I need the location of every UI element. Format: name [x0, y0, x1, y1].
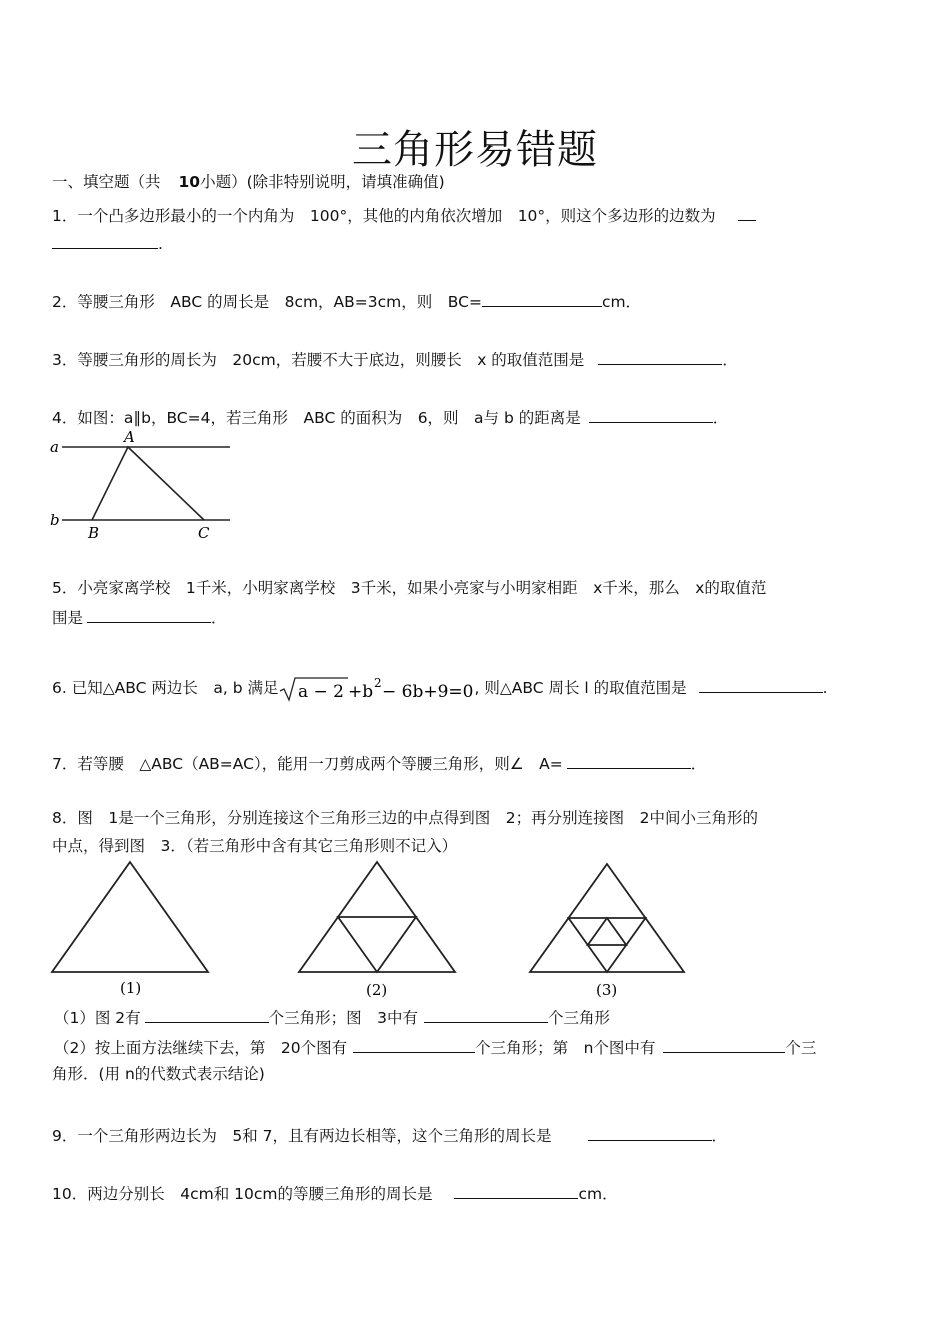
figure-3-label: (3) [596, 981, 618, 999]
page-title: 三角形易错题 [352, 127, 598, 173]
figure-1-triangle [52, 862, 208, 972]
question-3: 3．等腰三角形的周长为 20cm，若腰不大于底边，则腰长 x 的取值范围是 ． [52, 348, 738, 370]
answer-blank-4[interactable] [589, 406, 713, 423]
question-9: 9．一个三角形两边长为 5和 7，且有两边长相等，这个三角形的周长是 ． [52, 1124, 727, 1146]
svg-text:− 6b+9=0: − 6b+9=0 [382, 681, 474, 702]
answer-blank-6[interactable] [699, 676, 823, 693]
question-7: 7．若等腰 △ABC（AB=AC），能用一刀剪成两个等腰三角形，则∠ A= ． [52, 752, 706, 774]
question-8-sub-2-line-2: 角形．(用 n的代数式表示结论) [52, 1065, 265, 1083]
question-8-line-2: 中点，得到图 3．（若三角形中含有其它三角形则不记入） [52, 837, 458, 855]
midpoint-triangles-figure [40, 856, 700, 1002]
question-5-line-2: 围是 ． [52, 606, 227, 628]
answer-blank-8d[interactable] [663, 1036, 785, 1053]
svg-text:+b: +b [348, 681, 374, 702]
answer-blank-1b[interactable] [52, 232, 158, 249]
parallel-lines-triangle-figure [48, 428, 238, 544]
answer-blank-7[interactable] [567, 752, 691, 769]
answer-blank-5[interactable] [87, 606, 211, 623]
condition-formula [278, 675, 474, 703]
question-8-sub-2: （2）按上面方法继续下去，第 20个图有 个三角形；第 n个图中有 个三 [54, 1036, 816, 1058]
label-C: C [198, 524, 210, 542]
question-5-line-1: 5．小亮家离学校 1千米，小明家离学校 3千米，如果小亮家与小明家相距 x千米，那么 x的取值范 [52, 579, 767, 597]
question-8-line-1: 8．图 1是一个三角形，分别连接这个三角形三边的中点得到图 2；再分别连接图 2中间小三角形的 [52, 809, 758, 827]
question-8-sub-1: （1）图 2有 个三角形；图 3中有 个三角形 [54, 1006, 610, 1028]
label-A: A [124, 428, 135, 446]
question-10: 10．两边分别长 4cm和 10cm的等腰三角形的周长是 cm． [52, 1182, 618, 1204]
figure-1-label: (1) [120, 979, 142, 997]
figure-2-label: (2) [366, 981, 388, 999]
svg-text:2: 2 [374, 675, 383, 690]
question-4: 4．如图：a∥b，BC=4，若三角形 ABC 的面积为 6，则 a与 b 的距离是 ． [52, 406, 728, 428]
section-heading: 一、填空题（共 10小题）(除非特别说明，请填准确值) [52, 173, 445, 191]
question-6: 6. 已知△ABC 两边长 a, b 满足 a − 2 +b 2 − 6b+9=0 , 则△ABC 周长 l 的取值范围是 . [52, 675, 828, 702]
answer-blank-3[interactable] [598, 348, 722, 365]
answer-blank-8b[interactable] [424, 1006, 548, 1023]
answer-blank-8a[interactable] [145, 1006, 269, 1023]
answer-blank-2[interactable] [482, 290, 602, 307]
label-b: b [50, 511, 60, 529]
answer-blank-1a[interactable] [738, 204, 756, 221]
svg-text:a − 2: a − 2 [298, 681, 345, 702]
question-2: 2．等腰三角形 ABC 的周长是 8cm，AB=3cm，则 BC= cm． [52, 290, 641, 312]
triangle-abc [92, 447, 204, 520]
label-B: B [88, 524, 100, 542]
question-1-line-1: 1．一个凸多边形最小的一个内角为 100°，其他的内角依次增加 10°，则这个多边形的边数为 [52, 204, 756, 226]
answer-blank-10[interactable] [454, 1182, 578, 1199]
label-a: a [50, 438, 59, 456]
answer-blank-9[interactable] [588, 1124, 712, 1141]
answer-blank-8c[interactable] [353, 1036, 475, 1053]
figure-3-inner-triangle [588, 918, 627, 945]
question-1-line-2: . [52, 232, 163, 254]
figure-2-inner-triangle [338, 917, 416, 972]
